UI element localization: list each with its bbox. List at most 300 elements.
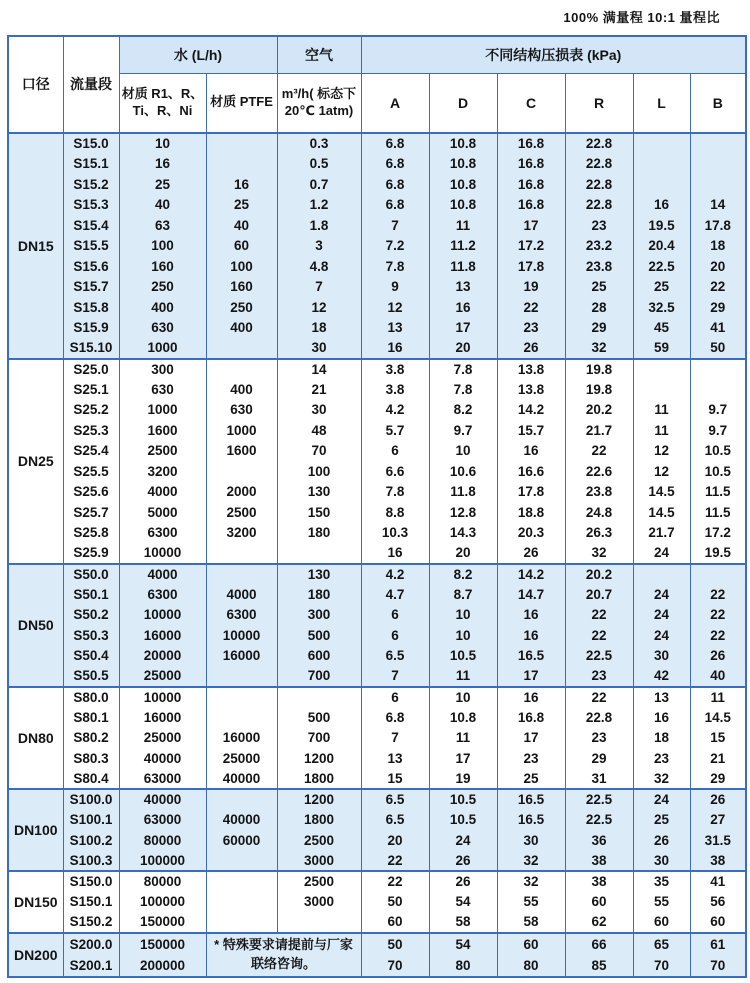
flow-segment-cell: S50.1	[63, 584, 119, 605]
value-cell	[206, 687, 277, 708]
value-cell: 22.8	[565, 174, 633, 195]
value-cell: 11	[429, 666, 497, 687]
value-cell: 17.8	[497, 482, 565, 503]
value-cell: 26	[429, 851, 497, 872]
table-row	[8, 625, 746, 646]
flow-segment-cell: S15.3	[63, 195, 119, 216]
value-cell	[206, 892, 277, 913]
value-cell: 5.7	[361, 420, 429, 441]
value-cell	[690, 379, 746, 400]
value-cell	[633, 154, 690, 175]
value-cell: 24	[633, 584, 690, 605]
value-cell: 6.8	[361, 174, 429, 195]
value-cell: 25000	[206, 748, 277, 769]
value-cell: 20.4	[633, 236, 690, 257]
value-cell: 10.5	[690, 461, 746, 482]
value-cell: 12	[633, 461, 690, 482]
value-cell: 7	[361, 728, 429, 749]
value-cell	[633, 174, 690, 195]
value-cell: 58	[497, 912, 565, 933]
value-cell: 38	[565, 851, 633, 872]
value-cell: 23	[497, 318, 565, 339]
value-cell	[690, 174, 746, 195]
value-cell: 100000	[119, 851, 206, 872]
header-pressure-c: C	[497, 73, 565, 133]
table-row	[8, 707, 746, 728]
flow-segment-cell: S15.1	[63, 154, 119, 175]
value-cell: 100000	[119, 892, 206, 913]
value-cell: 1600	[119, 420, 206, 441]
value-cell: 55	[497, 892, 565, 913]
value-cell: 29	[690, 769, 746, 790]
value-cell	[690, 154, 746, 175]
flow-segment-cell: S25.6	[63, 482, 119, 503]
value-cell: 21.7	[633, 523, 690, 544]
special-request-note: * 特殊要求请提前与厂家联络咨询。	[206, 933, 361, 977]
table-row	[8, 830, 746, 851]
value-cell: 13	[361, 748, 429, 769]
value-cell: 40	[119, 195, 206, 216]
header-pressure-d: D	[429, 73, 497, 133]
value-cell: 26	[690, 789, 746, 810]
value-cell: 80	[497, 955, 565, 977]
table-row	[8, 955, 746, 977]
value-cell: 180	[277, 584, 361, 605]
value-cell	[206, 912, 277, 933]
value-cell: 32	[497, 871, 565, 892]
value-cell: 60	[497, 933, 565, 955]
value-cell: 19.5	[690, 543, 746, 564]
value-cell: 17	[497, 666, 565, 687]
value-cell	[206, 871, 277, 892]
table-row	[8, 133, 746, 154]
table-header	[8, 36, 746, 133]
value-cell: 29	[565, 318, 633, 339]
value-cell: 7.8	[429, 379, 497, 400]
value-cell: 150000	[119, 933, 206, 955]
flow-segment-cell: S25.7	[63, 502, 119, 523]
value-cell: 23.8	[565, 482, 633, 503]
value-cell: 24	[633, 605, 690, 626]
value-cell: 22	[690, 277, 746, 298]
value-cell: 9	[361, 277, 429, 298]
flow-segment-cell: S15.10	[63, 338, 119, 359]
value-cell: 40	[206, 215, 277, 236]
value-cell: 60	[690, 912, 746, 933]
value-cell: 22.8	[565, 707, 633, 728]
value-cell: 60	[565, 892, 633, 913]
value-cell: 23	[565, 666, 633, 687]
value-cell: 1000	[206, 420, 277, 441]
value-cell: 1200	[277, 789, 361, 810]
value-cell: 17.8	[690, 215, 746, 236]
flow-segment-cell: S80.3	[63, 748, 119, 769]
value-cell: 55	[633, 892, 690, 913]
value-cell: 25	[119, 174, 206, 195]
header-pressure-a: A	[361, 73, 429, 133]
value-cell: 16	[206, 174, 277, 195]
value-cell: 3000	[277, 892, 361, 913]
flow-segment-cell: S200.1	[63, 955, 119, 977]
value-cell	[206, 851, 277, 872]
value-cell: 41	[690, 871, 746, 892]
value-cell: 42	[633, 666, 690, 687]
value-cell: 32	[633, 769, 690, 790]
value-cell: 26	[497, 338, 565, 359]
value-cell: 22	[361, 871, 429, 892]
table-row	[8, 236, 746, 257]
value-cell: 41	[690, 318, 746, 339]
table-row	[8, 297, 746, 318]
value-cell: 26	[497, 543, 565, 564]
value-cell: 38	[690, 851, 746, 872]
flow-segment-cell: S50.2	[63, 605, 119, 626]
table-row	[8, 215, 746, 236]
table-row	[8, 851, 746, 872]
value-cell	[633, 359, 690, 380]
value-cell: 300	[119, 359, 206, 380]
value-cell: 40000	[119, 748, 206, 769]
value-cell: 29	[565, 748, 633, 769]
value-cell: 24	[633, 625, 690, 646]
value-cell: 70	[277, 441, 361, 462]
value-cell	[206, 461, 277, 482]
value-cell: 63000	[119, 810, 206, 831]
value-cell: 6.5	[361, 646, 429, 667]
table-row	[8, 769, 746, 790]
value-cell: 23	[633, 748, 690, 769]
value-cell: 150000	[119, 912, 206, 933]
value-cell: 30	[497, 830, 565, 851]
value-cell: 1000	[119, 338, 206, 359]
table-row	[8, 810, 746, 831]
value-cell: 6.5	[361, 789, 429, 810]
value-cell: 20	[690, 256, 746, 277]
value-cell: 16000	[206, 728, 277, 749]
value-cell: 8.2	[429, 400, 497, 421]
dn-group-label: DN15	[8, 133, 63, 359]
value-cell	[206, 154, 277, 175]
value-cell: 19.8	[565, 359, 633, 380]
value-cell: 30	[633, 851, 690, 872]
value-cell: 16	[497, 605, 565, 626]
value-cell: 1800	[277, 769, 361, 790]
flow-segment-cell: S80.1	[63, 707, 119, 728]
value-cell: 10	[429, 605, 497, 626]
value-cell: 16.8	[497, 195, 565, 216]
value-cell: 2000	[206, 482, 277, 503]
value-cell	[206, 359, 277, 380]
value-cell: 7	[277, 277, 361, 298]
value-cell: 700	[277, 666, 361, 687]
value-cell: 32.5	[633, 297, 690, 318]
value-cell: 25	[565, 277, 633, 298]
value-cell: 9.7	[690, 420, 746, 441]
value-cell: 160	[206, 277, 277, 298]
value-cell: 22	[361, 851, 429, 872]
value-cell: 25000	[119, 728, 206, 749]
flow-segment-cell: S15.8	[63, 297, 119, 318]
value-cell: 16	[119, 154, 206, 175]
value-cell: 15	[361, 769, 429, 790]
value-cell: 32	[497, 851, 565, 872]
range-caption: 100% 满量程 10:1 量程比	[563, 10, 720, 25]
table-row	[8, 728, 746, 749]
table-row	[8, 420, 746, 441]
value-cell: 11	[633, 420, 690, 441]
flow-segment-cell: S25.3	[63, 420, 119, 441]
value-cell: 250	[206, 297, 277, 318]
value-cell: 1.2	[277, 195, 361, 216]
value-cell: 3200	[206, 523, 277, 544]
flow-segment-cell: S80.4	[63, 769, 119, 790]
value-cell: 26.3	[565, 523, 633, 544]
value-cell: 16	[497, 625, 565, 646]
flow-segment-cell: S15.6	[63, 256, 119, 277]
value-cell: 2500	[277, 830, 361, 851]
value-cell: 19.5	[633, 215, 690, 236]
value-cell: 24	[633, 789, 690, 810]
value-cell: 630	[119, 379, 206, 400]
value-cell	[206, 666, 277, 687]
value-cell	[206, 133, 277, 154]
value-cell: 7.2	[361, 236, 429, 257]
table-row	[8, 400, 746, 421]
value-cell: 6.8	[361, 195, 429, 216]
value-cell: 4.8	[277, 256, 361, 277]
value-cell: 54	[429, 933, 497, 955]
value-cell: 16	[361, 543, 429, 564]
value-cell: 11	[690, 687, 746, 708]
value-cell: 16.8	[497, 174, 565, 195]
value-cell	[633, 564, 690, 585]
spec-table	[7, 35, 747, 978]
value-cell: 17.2	[690, 523, 746, 544]
header-row-groups	[8, 36, 746, 73]
value-cell: 16.8	[497, 133, 565, 154]
value-cell: 26	[690, 646, 746, 667]
value-cell	[206, 543, 277, 564]
flow-segment-cell: S25.1	[63, 379, 119, 400]
value-cell	[633, 133, 690, 154]
value-cell: 14	[690, 195, 746, 216]
value-cell: 9.7	[429, 420, 497, 441]
value-cell: 10	[429, 441, 497, 462]
value-cell: 16.8	[497, 154, 565, 175]
value-cell: 21	[690, 748, 746, 769]
value-cell: 6.5	[361, 810, 429, 831]
value-cell: 23	[565, 215, 633, 236]
value-cell: 18.8	[497, 502, 565, 523]
value-cell: 22.8	[565, 195, 633, 216]
value-cell: 36	[565, 830, 633, 851]
value-cell: 500	[277, 625, 361, 646]
value-cell: 7.8	[429, 359, 497, 380]
value-cell	[277, 912, 361, 933]
value-cell: 60000	[206, 830, 277, 851]
flow-segment-cell: S25.5	[63, 461, 119, 482]
header-air-group: 空气	[277, 36, 361, 73]
flow-segment-cell: S100.2	[63, 830, 119, 851]
value-cell: 20	[429, 338, 497, 359]
value-cell: 50	[361, 892, 429, 913]
flow-segment-cell: S50.5	[63, 666, 119, 687]
value-cell: 1200	[277, 748, 361, 769]
value-cell: 23	[497, 748, 565, 769]
value-cell: 22.5	[565, 789, 633, 810]
table-row	[8, 605, 746, 626]
value-cell: 17	[497, 728, 565, 749]
header-pressure-l: L	[633, 73, 690, 133]
value-cell: 10.5	[429, 789, 497, 810]
table-row	[8, 482, 746, 503]
value-cell: 16.8	[497, 707, 565, 728]
value-cell: 20000	[119, 646, 206, 667]
value-cell: 1600	[206, 441, 277, 462]
flow-segment-cell: S15.0	[63, 133, 119, 154]
value-cell: 400	[206, 379, 277, 400]
flow-segment-cell: S50.4	[63, 646, 119, 667]
value-cell: 12	[633, 441, 690, 462]
flow-segment-cell: S50.3	[63, 625, 119, 646]
value-cell	[206, 789, 277, 810]
value-cell: 22	[565, 441, 633, 462]
table-row	[8, 359, 746, 380]
value-cell: 60	[206, 236, 277, 257]
value-cell: 150	[277, 502, 361, 523]
value-cell: 14.5	[633, 502, 690, 523]
value-cell: 10.8	[429, 195, 497, 216]
value-cell: 30	[277, 400, 361, 421]
value-cell: 20.3	[497, 523, 565, 544]
header-air-unit: m³/h( 标态下 20℃ 1atm)	[277, 73, 361, 133]
value-cell: 26	[633, 830, 690, 851]
value-cell: 16	[361, 338, 429, 359]
value-cell: 20	[429, 543, 497, 564]
value-cell: 26	[429, 871, 497, 892]
value-cell: 12.8	[429, 502, 497, 523]
value-cell: 25	[206, 195, 277, 216]
value-cell: 25000	[119, 666, 206, 687]
value-cell: 8.2	[429, 564, 497, 585]
value-cell: 130	[277, 564, 361, 585]
dn-group-label: DN150	[8, 871, 63, 933]
value-cell: 10.8	[429, 707, 497, 728]
value-cell: 100	[277, 461, 361, 482]
value-cell: 6.8	[361, 133, 429, 154]
header-flow-segment: 流量段	[63, 36, 119, 133]
value-cell: 22	[690, 605, 746, 626]
value-cell: 16	[497, 687, 565, 708]
value-cell: 300	[277, 605, 361, 626]
value-cell: 12	[361, 297, 429, 318]
header-pressure-group: 不同结构压损表 (kPa)	[361, 36, 746, 73]
value-cell: 19.8	[565, 379, 633, 400]
table-row	[8, 318, 746, 339]
value-cell: 60	[633, 912, 690, 933]
value-cell: 48	[277, 420, 361, 441]
value-cell: 30	[633, 646, 690, 667]
value-cell: 11.8	[429, 256, 497, 277]
value-cell: 24.8	[565, 502, 633, 523]
value-cell: 10.5	[429, 646, 497, 667]
value-cell: 22.5	[565, 646, 633, 667]
value-cell: 13	[633, 687, 690, 708]
value-cell: 14.2	[497, 564, 565, 585]
header-row-sub	[8, 73, 746, 133]
value-cell: 11	[633, 400, 690, 421]
value-cell: 6300	[119, 584, 206, 605]
table-row	[8, 174, 746, 195]
value-cell: 6.6	[361, 461, 429, 482]
value-cell: 200000	[119, 955, 206, 977]
value-cell: 22.8	[565, 154, 633, 175]
value-cell: 22	[690, 625, 746, 646]
flow-segment-cell: S150.2	[63, 912, 119, 933]
value-cell: 3200	[119, 461, 206, 482]
value-cell: 10000	[119, 543, 206, 564]
value-cell: 32	[565, 338, 633, 359]
value-cell: 16000	[119, 707, 206, 728]
value-cell: 66	[565, 933, 633, 955]
value-cell: 500	[277, 707, 361, 728]
value-cell: 16000	[206, 646, 277, 667]
value-cell: 22	[565, 625, 633, 646]
value-cell: 35	[633, 871, 690, 892]
flow-segment-cell: S15.4	[63, 215, 119, 236]
flow-segment-cell: S25.4	[63, 441, 119, 462]
value-cell: 22.6	[565, 461, 633, 482]
value-cell	[277, 543, 361, 564]
value-cell: 10	[429, 625, 497, 646]
value-cell: 3000	[277, 851, 361, 872]
value-cell: 14	[277, 359, 361, 380]
value-cell: 16	[429, 297, 497, 318]
value-cell: 22	[497, 297, 565, 318]
value-cell: 17	[429, 748, 497, 769]
value-cell: 19	[497, 277, 565, 298]
value-cell: 22.5	[633, 256, 690, 277]
value-cell: 17.2	[497, 236, 565, 257]
value-cell: 6300	[119, 523, 206, 544]
dn-group-label: DN80	[8, 687, 63, 790]
value-cell: 4.2	[361, 400, 429, 421]
value-cell: 400	[206, 318, 277, 339]
value-cell: 2500	[119, 441, 206, 462]
table-row	[8, 748, 746, 769]
value-cell: 10.3	[361, 523, 429, 544]
value-cell: 18	[690, 236, 746, 257]
value-cell: 11.2	[429, 236, 497, 257]
value-cell: 16	[497, 441, 565, 462]
value-cell: 700	[277, 728, 361, 749]
value-cell: 8.8	[361, 502, 429, 523]
value-cell: 23.2	[565, 236, 633, 257]
value-cell: 40000	[119, 789, 206, 810]
flow-segment-cell: S15.7	[63, 277, 119, 298]
value-cell	[690, 359, 746, 380]
value-cell	[690, 564, 746, 585]
value-cell: 0.3	[277, 133, 361, 154]
value-cell: 10000	[206, 625, 277, 646]
value-cell: 32	[565, 543, 633, 564]
value-cell: 3.8	[361, 359, 429, 380]
flow-segment-cell: S25.9	[63, 543, 119, 564]
dn-group-label: DN200	[8, 933, 63, 977]
value-cell: 25	[497, 769, 565, 790]
value-cell: 10000	[119, 687, 206, 708]
value-cell: 1800	[277, 810, 361, 831]
